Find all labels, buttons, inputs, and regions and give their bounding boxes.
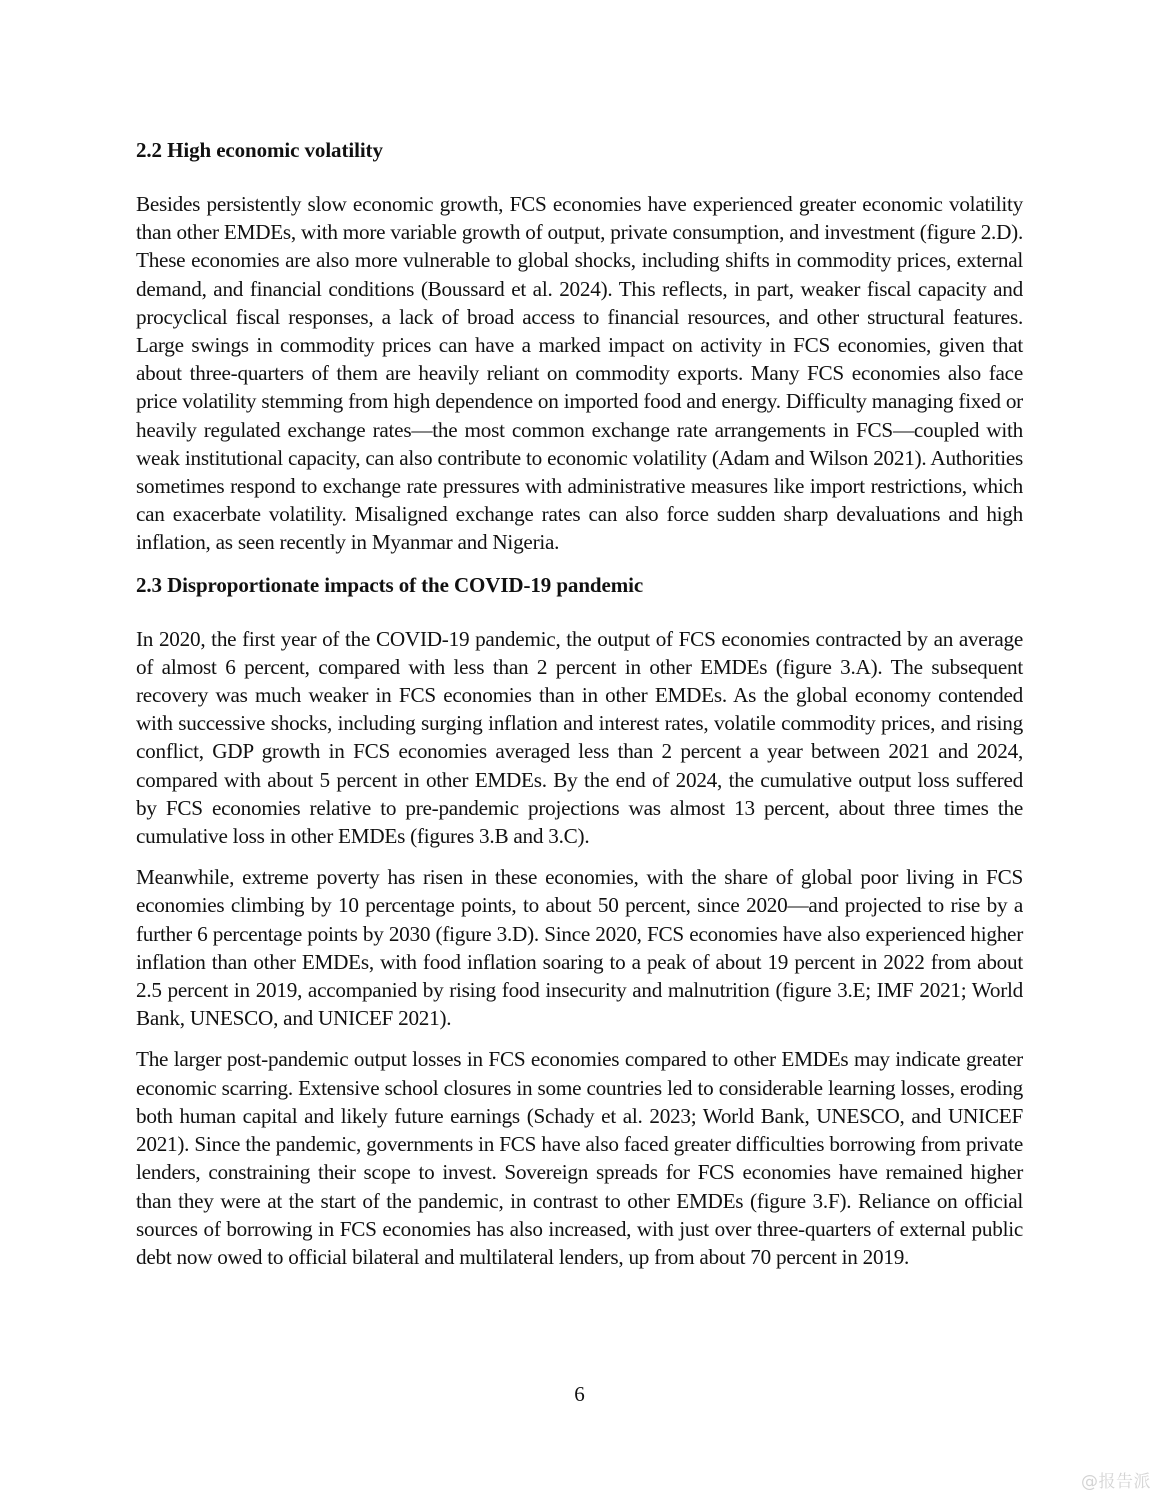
paragraph: The larger post-pandemic output losses in FCS economies compared to other EMDEs may indicate greater economic scarring. Extensive school closures in some countries led to considerable learning losses, eroding both human capital and likely future earnings (Schady et al. 2023; World Bank, UNESCO, and UNICEF 2021). Since the pandemic, governments in FCS have also faced greater difficulties borrowing from private lenders, constraining their scope to invest. Sovereign spreads for FCS economies have remained higher than they were at the start of the pandemic, in contrast to other EMDEs (figure 3.F). Reliance on official sources of borrowing in FCS economies has also increased, with just over three-quarters of external public debt now owed to official bilateral and multilateral lenders, up from about 70 percent in 2019. — [136, 1047, 1023, 1269]
document-page — [136, 136, 1023, 1271]
watermark: @报告派 — [1081, 1472, 1151, 1492]
paragraph: Besides persistently slow economic growth, FCS economies have experienced greater economic volatility than other EMDEs, with more variable growth of output, private consumption, and investment (figure 2.D). These economies are also more vulnerable to global shocks, including shifts in commodity prices, external demand, and financial conditions (Boussard et al. 2024). This reflects, in part, weaker fiscal capacity and procyclical fiscal responses, a lack of broad access to financial resources, and other structural features. Large swings in commodity prices can have a marked impact on activity in FCS economies, given that about three-quarters of them are heavily reliant on commodity exports. Many FCS economies also face price volatility stemming from high dependence on imported food and energy. Difficulty managing fixed or heavily regulated exchange rates—the most common exchange rate arrangements in FCS—coupled with weak institutional capacity, can also contribute to economic volatility (Adam and Wilson 2021). Authorities sometimes respond to exchange rate pressures with administrative measures like import restrictions, which can exacerbate volatility. Misaligned exchange rates can also force sudden sharp devaluations and high inflation, as seen recently in Myanmar and Nigeria. — [136, 192, 1023, 555]
page-number: 6 — [574, 1382, 585, 1406]
paragraph: Meanwhile, extreme poverty has risen in these economies, with the share of global poor living in FCS economies climbing by 10 percentage points, to about 50 percent, since 2020—and projected to rise by a further 6 percentage points by 2030 (figure 3.D). Since 2020, FCS economies have also experienced higher inflation than other EMDEs, with food inflation soaring to a peak of about 19 percent in 2022 from about 2.5 percent in 2019, accompanied by rising food insecurity and malnutrition (figure 3.E; IMF 2021; World Bank, UNESCO, and UNICEF 2021). — [136, 865, 1023, 1031]
section-heading: 2.2 High economic volatility — [136, 138, 383, 162]
section-high-economic-volatility — [136, 136, 1023, 557]
paragraph: In 2020, the first year of the COVID-19 pandemic, the output of FCS economies contracted by an average of almost 6 percent, compared with less than 2 percent in other EMDEs (figure 3.A). The subsequent recovery was much weaker in FCS economies than in other EMDEs. As the global economy contended with successive shocks, including surging inflation and interest rates, volatile commodity prices, and rising conflict, GDP growth in FCS economies averaged less than 2 percent a year between 2021 and 2024, compared with about 5 percent in other EMDEs. By the end of 2024, the cumulative output loss suffered by FCS economies relative to pre-pandemic projections was almost 13 percent, about three times the cumulative loss in other EMDEs (figures 3.B and 3.C). — [136, 626, 1023, 849]
section-heading: 2.3 Disproportionate impacts of the COVID-19 pandemic — [136, 572, 644, 597]
section-covid-impacts — [136, 571, 1023, 1271]
